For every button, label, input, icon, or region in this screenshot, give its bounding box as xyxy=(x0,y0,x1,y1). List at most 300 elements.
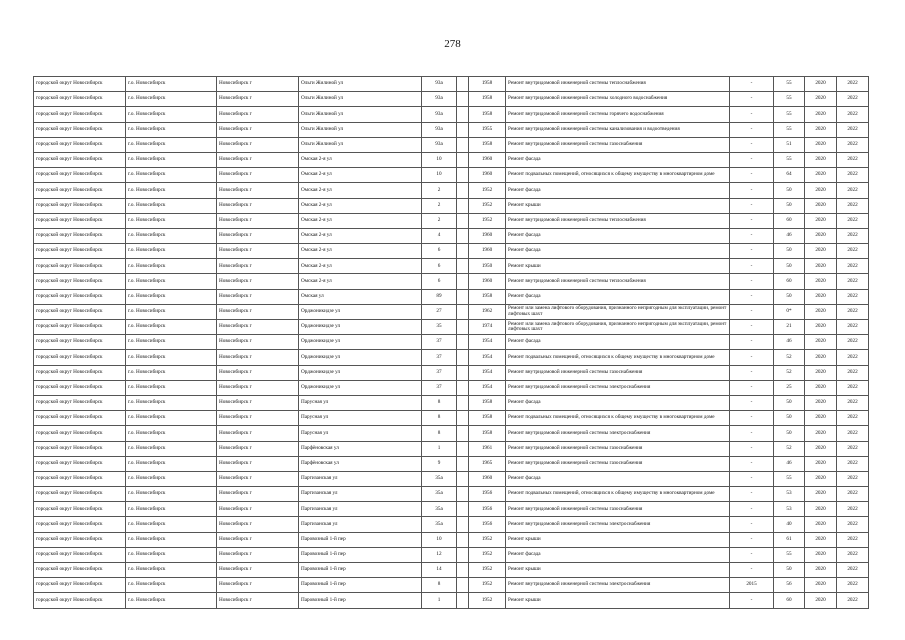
cell-street: Ольги Жилиной ул xyxy=(299,122,422,137)
cell-municipality: городской округ Новосибирск xyxy=(34,563,126,578)
cell-municipality: городской округ Новосибирск xyxy=(34,168,126,183)
table-row xyxy=(34,456,869,471)
cell-street: Орджоникидзе ул xyxy=(299,320,422,335)
cell-house-number: 35а xyxy=(422,517,457,532)
cell-district: г.о. Новосибирск xyxy=(126,304,217,319)
cell-municipality: городской округ Новосибирск xyxy=(34,471,126,486)
cell-build-year: 1960 xyxy=(469,244,506,259)
cell-prev-repair-year: - xyxy=(730,198,774,213)
cell-settlement: Новосибирск г xyxy=(217,122,299,137)
cell-build-year: 1956 xyxy=(469,502,506,517)
cell-house-number: 1 xyxy=(422,441,457,456)
cell-plan-start: 2020 xyxy=(805,426,837,441)
cell-spacer xyxy=(457,77,469,92)
cell-build-year: 1958 xyxy=(469,289,506,304)
cell-work-type: Ремонт внутридомовой инженерной системы электроснабжения xyxy=(506,380,730,395)
cell-work-type: Ремонт внутридомовой инженерной системы холодного водоснабжения xyxy=(506,92,730,107)
table-row xyxy=(34,304,869,319)
cell-district: г.о. Новосибирск xyxy=(126,471,217,486)
cell-plan-start: 2020 xyxy=(805,350,837,365)
cell-house-number: 35 xyxy=(422,320,457,335)
cell-work-type: Ремонт крыши xyxy=(506,532,730,547)
cell-municipality: городской округ Новосибирск xyxy=(34,228,126,243)
cell-wear-percent: 50 xyxy=(774,563,805,578)
cell-work-type: Ремонт крыши xyxy=(506,259,730,274)
cell-plan-end: 2022 xyxy=(837,259,869,274)
cell-wear-percent: 52 xyxy=(774,441,805,456)
cell-plan-end: 2022 xyxy=(837,578,869,593)
cell-build-year: 1960 xyxy=(469,168,506,183)
table-row xyxy=(34,487,869,502)
cell-spacer xyxy=(457,107,469,122)
cell-spacer xyxy=(457,289,469,304)
cell-spacer xyxy=(457,365,469,380)
cell-plan-end: 2022 xyxy=(837,532,869,547)
cell-plan-start: 2020 xyxy=(805,532,837,547)
cell-plan-start: 2020 xyxy=(805,289,837,304)
cell-settlement: Новосибирск г xyxy=(217,350,299,365)
cell-work-type: Ремонт внутридомовой инженерной системы электроснабжения xyxy=(506,578,730,593)
cell-street: Парусная ул xyxy=(299,426,422,441)
cell-build-year: 1952 xyxy=(469,213,506,228)
cell-spacer xyxy=(457,213,469,228)
cell-street: Орджоникидзе ул xyxy=(299,335,422,350)
table-row xyxy=(34,471,869,486)
cell-plan-end: 2022 xyxy=(837,411,869,426)
cell-plan-start: 2020 xyxy=(805,137,837,152)
cell-district: г.о. Новосибирск xyxy=(126,502,217,517)
cell-settlement: Новосибирск г xyxy=(217,183,299,198)
cell-street: Паровозный 1-й пер xyxy=(299,547,422,562)
cell-settlement: Новосибирск г xyxy=(217,471,299,486)
cell-municipality: городской округ Новосибирск xyxy=(34,244,126,259)
cell-settlement: Новосибирск г xyxy=(217,77,299,92)
cell-settlement: Новосибирск г xyxy=(217,107,299,122)
table-row xyxy=(34,168,869,183)
cell-municipality: городской округ Новосибирск xyxy=(34,365,126,380)
table-row xyxy=(34,274,869,289)
table-row xyxy=(34,502,869,517)
cell-prev-repair-year: 2015 xyxy=(730,578,774,593)
cell-house-number: 93а xyxy=(422,122,457,137)
cell-settlement: Новосибирск г xyxy=(217,380,299,395)
cell-work-type: Ремонт фасада xyxy=(506,471,730,486)
cell-plan-start: 2020 xyxy=(805,107,837,122)
cell-municipality: городской округ Новосибирск xyxy=(34,259,126,274)
cell-settlement: Новосибирск г xyxy=(217,532,299,547)
cell-work-type: Ремонт внутридомовой инженерной системы теплоснабжения xyxy=(506,213,730,228)
cell-spacer xyxy=(457,137,469,152)
cell-municipality: городской округ Новосибирск xyxy=(34,441,126,456)
cell-wear-percent: 60 xyxy=(774,274,805,289)
cell-municipality: городской округ Новосибирск xyxy=(34,213,126,228)
cell-municipality: городской округ Новосибирск xyxy=(34,77,126,92)
cell-prev-repair-year: - xyxy=(730,350,774,365)
cell-district: г.о. Новосибирск xyxy=(126,107,217,122)
cell-municipality: городской округ Новосибирск xyxy=(34,411,126,426)
cell-district: г.о. Новосибирск xyxy=(126,365,217,380)
cell-wear-percent: 46 xyxy=(774,335,805,350)
cell-plan-start: 2020 xyxy=(805,213,837,228)
cell-settlement: Новосибирск г xyxy=(217,244,299,259)
cell-work-type: Ремонт внутридомовой инженерной системы газоснабжения xyxy=(506,456,730,471)
cell-street: Омская 2-я ул xyxy=(299,168,422,183)
cell-plan-end: 2022 xyxy=(837,426,869,441)
cell-house-number: 1 xyxy=(422,593,457,608)
cell-house-number: 2 xyxy=(422,198,457,213)
cell-wear-percent: 55 xyxy=(774,547,805,562)
table-row xyxy=(34,350,869,365)
cell-settlement: Новосибирск г xyxy=(217,487,299,502)
cell-settlement: Новосибирск г xyxy=(217,441,299,456)
cell-plan-start: 2020 xyxy=(805,380,837,395)
cell-prev-repair-year: - xyxy=(730,365,774,380)
cell-build-year: 1958 xyxy=(469,137,506,152)
cell-plan-end: 2022 xyxy=(837,228,869,243)
cell-municipality: городской округ Новосибирск xyxy=(34,578,126,593)
cell-house-number: 10 xyxy=(422,168,457,183)
cell-spacer xyxy=(457,350,469,365)
cell-prev-repair-year: - xyxy=(730,532,774,547)
cell-plan-start: 2020 xyxy=(805,578,837,593)
cell-settlement: Новосибирск г xyxy=(217,213,299,228)
table-row xyxy=(34,532,869,547)
cell-municipality: городской округ Новосибирск xyxy=(34,122,126,137)
table-row xyxy=(34,122,869,137)
cell-house-number: 14 xyxy=(422,563,457,578)
cell-house-number: 9 xyxy=(422,456,457,471)
table-row xyxy=(34,152,869,167)
cell-plan-start: 2020 xyxy=(805,92,837,107)
cell-work-type: Ремонт фасада xyxy=(506,289,730,304)
cell-work-type: Ремонт подвальных помещений, относящихся к общему имуществу в многоквартирном доме xyxy=(506,411,730,426)
table-row xyxy=(34,92,869,107)
table-row xyxy=(34,320,869,335)
cell-plan-end: 2022 xyxy=(837,547,869,562)
cell-plan-end: 2022 xyxy=(837,380,869,395)
cell-wear-percent: 55 xyxy=(774,107,805,122)
cell-settlement: Новосибирск г xyxy=(217,365,299,380)
cell-house-number: 93а xyxy=(422,92,457,107)
cell-wear-percent: 50 xyxy=(774,411,805,426)
cell-district: г.о. Новосибирск xyxy=(126,593,217,608)
cell-plan-end: 2022 xyxy=(837,92,869,107)
cell-plan-end: 2022 xyxy=(837,213,869,228)
cell-prev-repair-year: - xyxy=(730,77,774,92)
cell-work-type: Ремонт фасада xyxy=(506,547,730,562)
cell-street: Паровозный 1-й пер xyxy=(299,563,422,578)
cell-plan-start: 2020 xyxy=(805,547,837,562)
cell-district: г.о. Новосибирск xyxy=(126,517,217,532)
cell-spacer xyxy=(457,335,469,350)
cell-house-number: 8 xyxy=(422,578,457,593)
cell-plan-end: 2022 xyxy=(837,487,869,502)
cell-plan-start: 2020 xyxy=(805,441,837,456)
cell-plan-end: 2022 xyxy=(837,152,869,167)
cell-prev-repair-year: - xyxy=(730,593,774,608)
cell-build-year: 1950 xyxy=(469,259,506,274)
cell-build-year: 1952 xyxy=(469,563,506,578)
cell-house-number: 8 xyxy=(422,411,457,426)
cell-prev-repair-year: - xyxy=(730,137,774,152)
cell-work-type: Ремонт внутридомовой инженерной системы газоснабжения xyxy=(506,441,730,456)
cell-prev-repair-year: - xyxy=(730,259,774,274)
cell-wear-percent: 60 xyxy=(774,213,805,228)
cell-plan-end: 2022 xyxy=(837,244,869,259)
cell-street: Омская 2-я ул xyxy=(299,259,422,274)
cell-street: Орджоникидзе ул xyxy=(299,365,422,380)
cell-house-number: 12 xyxy=(422,547,457,562)
cell-street: Орджоникидзе ул xyxy=(299,380,422,395)
cell-municipality: городской округ Новосибирск xyxy=(34,487,126,502)
cell-spacer xyxy=(457,168,469,183)
cell-municipality: городской округ Новосибирск xyxy=(34,517,126,532)
cell-work-type: Ремонт внутридомовой инженерной системы газоснабжения xyxy=(506,137,730,152)
cell-spacer xyxy=(457,426,469,441)
table-row xyxy=(34,411,869,426)
cell-plan-end: 2022 xyxy=(837,335,869,350)
cell-plan-start: 2020 xyxy=(805,517,837,532)
cell-settlement: Новосибирск г xyxy=(217,137,299,152)
page-number: 278 xyxy=(444,38,461,50)
cell-settlement: Новосибирск г xyxy=(217,304,299,319)
cell-work-type: Ремонт внутридомовой инженерной системы газоснабжения xyxy=(506,365,730,380)
cell-build-year: 1958 xyxy=(469,107,506,122)
cell-district: г.о. Новосибирск xyxy=(126,487,217,502)
cell-wear-percent: 25 xyxy=(774,380,805,395)
cell-build-year: 1960 xyxy=(469,471,506,486)
cell-wear-percent: 50 xyxy=(774,244,805,259)
cell-spacer xyxy=(457,471,469,486)
cell-build-year: 1954 xyxy=(469,350,506,365)
cell-wear-percent: 52 xyxy=(774,350,805,365)
cell-work-type: Ремонт подвальных помещений, относящихся к общему имуществу в многоквартирном доме xyxy=(506,350,730,365)
cell-build-year: 1958 xyxy=(469,92,506,107)
cell-house-number: 6 xyxy=(422,274,457,289)
table-row xyxy=(34,183,869,198)
cell-municipality: городской округ Новосибирск xyxy=(34,198,126,213)
cell-spacer xyxy=(457,441,469,456)
cell-plan-end: 2022 xyxy=(837,471,869,486)
cell-prev-repair-year: - xyxy=(730,517,774,532)
cell-spacer xyxy=(457,411,469,426)
cell-wear-percent: 50 xyxy=(774,198,805,213)
cell-wear-percent: 53 xyxy=(774,502,805,517)
cell-district: г.о. Новосибирск xyxy=(126,274,217,289)
cell-street: Омская 2-я ул xyxy=(299,213,422,228)
data-table xyxy=(33,76,869,609)
cell-street: Орджоникидзе ул xyxy=(299,350,422,365)
cell-plan-start: 2020 xyxy=(805,471,837,486)
table-row xyxy=(34,137,869,152)
cell-prev-repair-year: - xyxy=(730,92,774,107)
table-row xyxy=(34,547,869,562)
cell-wear-percent: 21 xyxy=(774,320,805,335)
cell-prev-repair-year: - xyxy=(730,152,774,167)
cell-municipality: городской округ Новосибирск xyxy=(34,335,126,350)
cell-work-type: Ремонт внутридомовой инженерной системы канализования и водоотведения xyxy=(506,122,730,137)
table-row xyxy=(34,289,869,304)
cell-prev-repair-year: - xyxy=(730,213,774,228)
cell-build-year: 1965 xyxy=(469,456,506,471)
cell-street: Ольги Жилиной ул xyxy=(299,107,422,122)
cell-wear-percent: 50 xyxy=(774,395,805,410)
cell-street: Парусная ул xyxy=(299,395,422,410)
cell-wear-percent: 53 xyxy=(774,487,805,502)
table-row xyxy=(34,244,869,259)
cell-spacer xyxy=(457,274,469,289)
cell-street: Омская 2-я ул xyxy=(299,198,422,213)
cell-street: Партизанская ул xyxy=(299,517,422,532)
cell-work-type: Ремонт внутридомовой инженерной системы теплоснабжения xyxy=(506,274,730,289)
cell-house-number: 8 xyxy=(422,426,457,441)
cell-district: г.о. Новосибирск xyxy=(126,441,217,456)
cell-district: г.о. Новосибирск xyxy=(126,320,217,335)
cell-house-number: 35а xyxy=(422,487,457,502)
cell-street: Омская 2-я ул xyxy=(299,152,422,167)
cell-prev-repair-year: - xyxy=(730,244,774,259)
cell-settlement: Новосибирск г xyxy=(217,274,299,289)
cell-build-year: 1952 xyxy=(469,578,506,593)
cell-wear-percent: 40 xyxy=(774,517,805,532)
cell-build-year: 1956 xyxy=(469,517,506,532)
cell-spacer xyxy=(457,517,469,532)
cell-spacer xyxy=(457,198,469,213)
cell-municipality: городской округ Новосибирск xyxy=(34,92,126,107)
cell-prev-repair-year: - xyxy=(730,320,774,335)
cell-municipality: городской округ Новосибирск xyxy=(34,593,126,608)
cell-plan-end: 2022 xyxy=(837,517,869,532)
cell-district: г.о. Новосибирск xyxy=(126,547,217,562)
cell-wear-percent: 64 xyxy=(774,168,805,183)
cell-district: г.о. Новосибирск xyxy=(126,198,217,213)
cell-house-number: 37 xyxy=(422,380,457,395)
cell-municipality: городской округ Новосибирск xyxy=(34,456,126,471)
cell-street: Партизанская ул xyxy=(299,487,422,502)
cell-plan-start: 2020 xyxy=(805,198,837,213)
cell-spacer xyxy=(457,152,469,167)
cell-build-year: 1954 xyxy=(469,335,506,350)
cell-wear-percent: 50 xyxy=(774,259,805,274)
cell-build-year: 1960 xyxy=(469,274,506,289)
cell-plan-end: 2022 xyxy=(837,289,869,304)
cell-district: г.о. Новосибирск xyxy=(126,578,217,593)
cell-prev-repair-year: - xyxy=(730,122,774,137)
cell-plan-end: 2022 xyxy=(837,441,869,456)
cell-plan-start: 2020 xyxy=(805,563,837,578)
cell-district: г.о. Новосибирск xyxy=(126,77,217,92)
cell-plan-end: 2022 xyxy=(837,350,869,365)
cell-municipality: городской округ Новосибирск xyxy=(34,395,126,410)
cell-house-number: 6 xyxy=(422,244,457,259)
cell-spacer xyxy=(457,502,469,517)
cell-house-number: 93а xyxy=(422,137,457,152)
cell-prev-repair-year: - xyxy=(730,335,774,350)
table-row xyxy=(34,365,869,380)
cell-build-year: 1958 xyxy=(469,426,506,441)
cell-district: г.о. Новосибирск xyxy=(126,137,217,152)
cell-settlement: Новосибирск г xyxy=(217,547,299,562)
cell-municipality: городской округ Новосибирск xyxy=(34,183,126,198)
cell-plan-end: 2022 xyxy=(837,137,869,152)
cell-house-number: 89 xyxy=(422,289,457,304)
table-row xyxy=(34,213,869,228)
cell-spacer xyxy=(457,183,469,198)
cell-spacer xyxy=(457,304,469,319)
cell-district: г.о. Новосибирск xyxy=(126,563,217,578)
cell-work-type: Ремонт фасада xyxy=(506,228,730,243)
cell-spacer xyxy=(457,380,469,395)
cell-build-year: 1962 xyxy=(469,304,506,319)
table-body xyxy=(34,77,869,609)
cell-plan-end: 2022 xyxy=(837,77,869,92)
cell-district: г.о. Новосибирск xyxy=(126,380,217,395)
table-row xyxy=(34,578,869,593)
cell-house-number: 8 xyxy=(422,395,457,410)
cell-work-type: Ремонт внутридомовой инженерной системы газоснабжения xyxy=(506,502,730,517)
cell-plan-start: 2020 xyxy=(805,274,837,289)
cell-plan-end: 2022 xyxy=(837,168,869,183)
cell-wear-percent: 61 xyxy=(774,532,805,547)
cell-municipality: городской округ Новосибирск xyxy=(34,107,126,122)
cell-settlement: Новосибирск г xyxy=(217,92,299,107)
cell-plan-end: 2022 xyxy=(837,183,869,198)
cell-settlement: Новосибирск г xyxy=(217,502,299,517)
cell-street: Омская 2-я ул xyxy=(299,183,422,198)
cell-settlement: Новосибирск г xyxy=(217,228,299,243)
cell-plan-start: 2020 xyxy=(805,259,837,274)
cell-settlement: Новосибирск г xyxy=(217,259,299,274)
cell-settlement: Новосибирск г xyxy=(217,395,299,410)
cell-house-number: 37 xyxy=(422,350,457,365)
cell-plan-start: 2020 xyxy=(805,487,837,502)
cell-house-number: 37 xyxy=(422,335,457,350)
cell-prev-repair-year: - xyxy=(730,456,774,471)
cell-prev-repair-year: - xyxy=(730,487,774,502)
cell-municipality: городской округ Новосибирск xyxy=(34,320,126,335)
cell-wear-percent: 46 xyxy=(774,228,805,243)
cell-spacer xyxy=(457,547,469,562)
cell-district: г.о. Новосибирск xyxy=(126,289,217,304)
cell-build-year: 1954 xyxy=(469,380,506,395)
cell-build-year: 1952 xyxy=(469,183,506,198)
cell-prev-repair-year: - xyxy=(730,107,774,122)
cell-street: Паровозный 1-й пер xyxy=(299,593,422,608)
table-row xyxy=(34,517,869,532)
cell-settlement: Новосибирск г xyxy=(217,289,299,304)
cell-street: Омская 2-я ул xyxy=(299,244,422,259)
cell-house-number: 93а xyxy=(422,107,457,122)
cell-house-number: 10 xyxy=(422,532,457,547)
cell-spacer xyxy=(457,456,469,471)
cell-district: г.о. Новосибирск xyxy=(126,244,217,259)
cell-prev-repair-year: - xyxy=(730,380,774,395)
cell-work-type: Ремонт фасада xyxy=(506,395,730,410)
cell-wear-percent: 50 xyxy=(774,289,805,304)
cell-plan-start: 2020 xyxy=(805,183,837,198)
cell-municipality: городской округ Новосибирск xyxy=(34,274,126,289)
cell-prev-repair-year: - xyxy=(730,502,774,517)
cell-plan-end: 2022 xyxy=(837,320,869,335)
cell-street: Омская 2-я ул xyxy=(299,274,422,289)
cell-spacer xyxy=(457,593,469,608)
cell-wear-percent: 55 xyxy=(774,471,805,486)
cell-build-year: 1952 xyxy=(469,547,506,562)
cell-build-year: 1974 xyxy=(469,320,506,335)
cell-plan-end: 2022 xyxy=(837,304,869,319)
cell-municipality: городской округ Новосибирск xyxy=(34,289,126,304)
cell-build-year: 1958 xyxy=(469,77,506,92)
